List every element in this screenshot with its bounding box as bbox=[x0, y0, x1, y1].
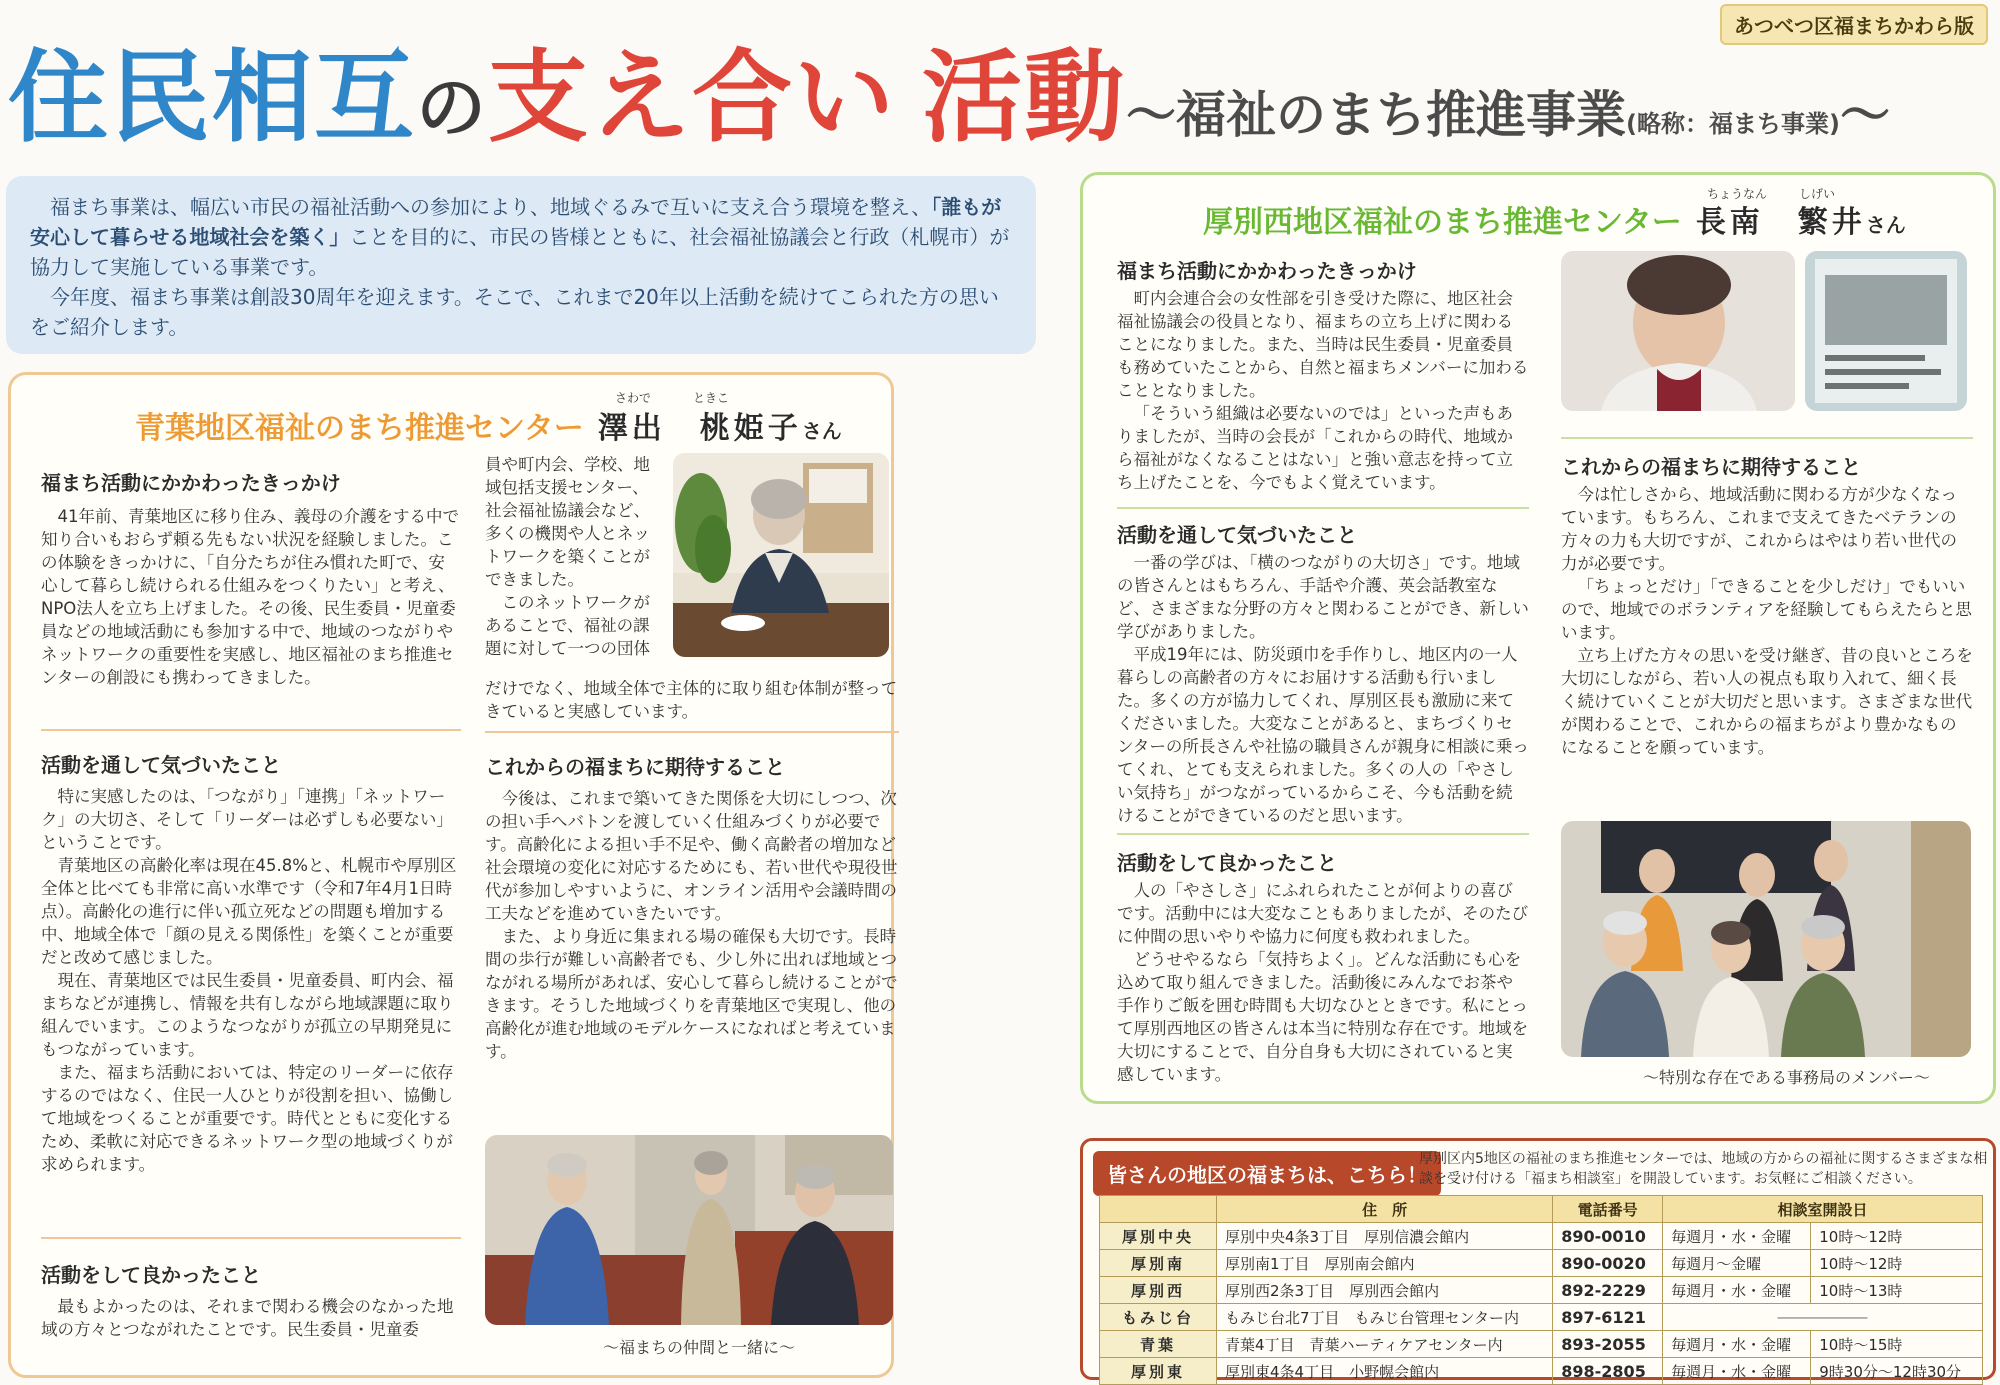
area-name: もみじ台 bbox=[1100, 1304, 1217, 1331]
person-name: 澤出 桃姫子 bbox=[597, 411, 802, 446]
area-name: 青葉 bbox=[1100, 1331, 1217, 1358]
photo-newsletter-illustration bbox=[1805, 251, 1967, 411]
area-name: 厚別中央 bbox=[1100, 1223, 1217, 1250]
aoba-center-panel bbox=[8, 372, 898, 1378]
divider bbox=[485, 731, 899, 733]
table-header-address: 住 所 bbox=[1217, 1196, 1553, 1223]
open-days: 毎週月・水・金曜 bbox=[1663, 1358, 1811, 1385]
intro-paragraph-2: 今年度、福まち事業は創設30周年を迎えます。そこで、これまで20年以上活動を続けてこられた方の思いをご紹介します。 bbox=[30, 285, 999, 339]
page-headline bbox=[8, 38, 1992, 158]
intro-box bbox=[6, 176, 1036, 354]
photo-caption-nishi: 〜特別な存在である事務局のメンバー〜 bbox=[1643, 1068, 1930, 1087]
area-name: 厚別東 bbox=[1100, 1358, 1217, 1385]
photo-chounan-illustration bbox=[1561, 251, 1795, 411]
area-name: 厚別南 bbox=[1100, 1250, 1217, 1277]
center-directory-box bbox=[1080, 1138, 1996, 1380]
section-heading-yokatta: 活動をして良かったこと bbox=[41, 1263, 261, 1287]
divider bbox=[41, 729, 461, 731]
headline-sub-end: 〜 bbox=[1839, 86, 1890, 144]
open-time: 10時〜12時 bbox=[1811, 1223, 1983, 1250]
intro-paragraph-1 bbox=[30, 192, 1012, 282]
atsubetsu-nishi-center-panel bbox=[1080, 172, 1996, 1104]
person-name: 長南 繁井 bbox=[1695, 205, 1866, 240]
section-heading-kikkake: 福まち活動にかかわったきっかけ bbox=[41, 471, 341, 495]
photo-aoba-illustration bbox=[485, 1135, 893, 1325]
panel-title-aoba bbox=[135, 403, 842, 447]
photo-newsletter bbox=[1805, 251, 1967, 411]
section-text-kikkake: 41年前、青葉地区に移り住み、義母の介護をする中で知り合いもおらず頼る先もない状況を経験しました。この体験をきっかけに、「自分たちが住み慣れた町で、安心して暮らし続けられる仕組みをつくりたい」と考え、NPO法人を立ち上げました。その後、民生委員・児童委員などの地域活動にも参加する中で、地域のつながりやネットワークの重要性を実感し、地区福祉のまち推進センターの創設にも携わってきました。 bbox=[41, 507, 459, 687]
section-heading-kikkake: 福まち活動にかかわったきっかけ bbox=[1117, 259, 1417, 283]
address: 厚別東4条4丁目 小野幌会館内 bbox=[1217, 1358, 1553, 1385]
person-honorific: さん bbox=[801, 419, 842, 443]
centers-table bbox=[1099, 1195, 1983, 1385]
address: 青葉4丁目 青葉ハーティケアセンター内 bbox=[1217, 1331, 1553, 1358]
section-text-kitai: 今は忙しさから、地域活動に関わる方が少なくなっています。もちろん、これまで支えてきたベテランの方々の力も大切ですが、これからはやはり若い世代の力が必要です。 「ちょっとだけ」「できることを少しだけ」でもいいので、地域でのボランティアを経験してもらえたらと思います。 立ち上げた方々の思いを受け継ぎ、昔の良いところを大切にしながら、若い人の視点も取り入れて、細く長く続けていくことが大切だと思います。さまざまな世代が関わることで、これからの福まちがより豊かなものになることを願っています。 bbox=[1561, 485, 1973, 757]
photo-chounan bbox=[1561, 251, 1795, 411]
address: 厚別中央4条3丁目 厚別信濃会館内 bbox=[1217, 1223, 1553, 1250]
phone-number: 898-2805 bbox=[1553, 1358, 1663, 1385]
photo-aoba-members bbox=[485, 1135, 893, 1325]
photo-sawade-illustration bbox=[673, 453, 889, 657]
section-heading-kitai: これからの福まちに期待すること bbox=[1561, 455, 1861, 479]
section-heading-yokatta: 活動をして良かったこと bbox=[1117, 851, 1337, 875]
photo-nishi-illustration bbox=[1561, 821, 1971, 1057]
section-text-yokatta: 最もよかったのは、それまで関わる機会のなかった地域の方々とつながれたことです。民生委員・児童委 bbox=[41, 1297, 454, 1339]
headline-part4: 活動 bbox=[922, 39, 1126, 156]
open-days: 毎週月・水・金曜 bbox=[1663, 1223, 1811, 1250]
phone-number: 892-2229 bbox=[1553, 1277, 1663, 1304]
intro-text-b: ことを目的に、市民の皆様とともに、社会福祉協議会と行政（札幌市）が協力して実施している事業です。 bbox=[30, 225, 1010, 279]
open-time: 10時〜13時 bbox=[1811, 1277, 1983, 1304]
section-text-yokatta: 人の「やさしさ」にふれられたことが何よりの喜びです。活動中には大変なこともありましたが、そのたびに仲間の思いやりや協力に何度も救われました。 どうせやるなら「気持ちよく」。どんな活動にも心を込めて取り組んできました。活動後にみんなでお茶や手作りご飯を囲む時間も大切なひとときです。私にとって厚別西地区の皆さんは本当に特別な存在です。地域を大切にすることで、自分自身も大切にされていると実感しています。 bbox=[1117, 881, 1529, 1084]
open-time: 10時〜15時 bbox=[1811, 1331, 1983, 1358]
ruby-chounan: ちょうなん bbox=[1707, 187, 1768, 201]
headline-part3: 支え合い bbox=[488, 39, 896, 156]
photo-nishi-members bbox=[1561, 821, 1971, 1057]
open-days: 毎週月・水・金曜 bbox=[1663, 1277, 1811, 1304]
headline-sub: 〜福祉のまち推進事業 bbox=[1126, 86, 1626, 144]
panel-title-nishi bbox=[1203, 197, 1906, 241]
headline-part2: の bbox=[416, 67, 488, 149]
column2-text-top: 員や町内会、学校、地域包括支援センター、社会福祉協議会など、多くの機関や人とネットワークを築くことができました。 このネットワークがあることで、福祉の課題に対して一つの団体 bbox=[485, 455, 650, 658]
panel-title-text: 青葉地区福祉のまち推進センター bbox=[135, 411, 584, 446]
address: 厚別西2条3丁目 厚別西会館内 bbox=[1217, 1277, 1553, 1304]
divider bbox=[1117, 507, 1529, 509]
phone-number: 890-0010 bbox=[1553, 1223, 1663, 1250]
open-days: 毎週月〜金曜 bbox=[1663, 1250, 1811, 1277]
table-row bbox=[1100, 1331, 1983, 1358]
headline-part1: 住民相互 bbox=[8, 39, 416, 156]
section-text-kikkake: 町内会連合会の女性部を引き受けた際に、地区社会福祉協議会の役員となり、福まちの立ち上げに関わることになりました。また、当時は民生委員・児童委員も務めていたことから、自然と福まちメンバーに加わることとなりました。 「そういう組織は必要ないのでは」といった声もありましたが、当時の会長が「これからの時代、地域から福祉がなくなることはない」と強い意志を持って立ち上げたことを、今でもよく覚えています。 bbox=[1117, 289, 1529, 492]
open-time: 10時〜12時 bbox=[1811, 1250, 1983, 1277]
phone-number: 893-2055 bbox=[1553, 1331, 1663, 1358]
address: もみじ台北7丁目 もみじ台管理センター内 bbox=[1217, 1304, 1553, 1331]
intro-text-a: 福まち事業は、幅広い市民の福祉活動への参加により、地域ぐるみで互いに支え合う環境を整え、 bbox=[50, 195, 932, 219]
panel-title-text: 厚別西地区福祉のまち推進センター bbox=[1203, 205, 1682, 240]
open-days-none: ―――――― bbox=[1663, 1304, 1983, 1331]
section-text-kitai: 今後は、これまで築いてきた関係を大切にしつつ、次の担い手へバトンを渡していく仕組みづくりが必要です。高齢化による担い手不足や、働く高齢者の増加など社会環境の変化に対応するためにも、若い世代や現役世代が参加しやすいように、オンライン活用や会議時間の工夫などを進めていきたいです。 また、より身近に集まれる場の確保も大切です。長時間の歩行が難しい高齢者でも、少し外に出れば地域とつながれる場所があれば、安心して暮らし続けることができます。そうした地域づくりを青葉地区で実現し、他の高齢化が進む地域のモデルケースになればと考えています。 bbox=[485, 789, 898, 1061]
headline-sub-paren: (略称：福まち事業) bbox=[1626, 110, 1840, 138]
directory-note: 厚別区内5地区の福祉のまち推進センターでは、地域の方からの福祉に関するさまざまな相談を受け付ける「福まち相談室」を開設しています。お気軽にご相談ください。 bbox=[1419, 1151, 1988, 1187]
section-heading-kitai: これからの福まちに期待すること bbox=[485, 755, 785, 779]
table-header-row bbox=[1100, 1196, 1983, 1223]
table-header-tel: 電話番号 bbox=[1553, 1196, 1663, 1223]
table-row bbox=[1100, 1223, 1983, 1250]
open-days: 毎週月・水・金曜 bbox=[1663, 1331, 1811, 1358]
table-header-days: 相談室開設日 bbox=[1663, 1196, 1983, 1223]
column2-text-continue: だけでなく、地域全体で主体的に取り組む体制が整ってきていると実感しています。 bbox=[485, 679, 898, 721]
address: 厚別南1丁目 厚別南会館内 bbox=[1217, 1250, 1553, 1277]
table-header bbox=[1100, 1196, 1217, 1223]
ruby-sawade: さわで bbox=[615, 391, 652, 405]
divider bbox=[1117, 833, 1529, 835]
section-heading-kizuki: 活動を通して気づいたこと bbox=[41, 753, 281, 777]
phone-number: 897-6121 bbox=[1553, 1304, 1663, 1331]
person-honorific: さん bbox=[1865, 213, 1906, 237]
table-row bbox=[1100, 1277, 1983, 1304]
section-text-kizuki: 特に実感したのは、「つながり」「連携」「ネットワーク」の大切さ、そして「リーダーは必ずしも必要ない」ということです。 青葉地区の高齢化率は現在45.8%と、札幌市や厚別区全体と比べても非常に高い水準です（令和7年4月1日時点）。高齢化の進行に伴い孤立死などの問題も増加する中、地域全体で「顔の見える関係性」を築くことが重要だと改めて感じました。 現在、青葉地区では民生委員・児童委員、町内会、福まちなどが連携し、情報を共有しながら地域課題に取り組んでいます。このようなつながりが孤立の早期発見にもつながっています。 また、福まち活動においては、特定のリーダーに依存するのではなく、住民一人ひとりが役割を担い、協働して地域をつくることが重要です。時代とともに変化するため、柔軟に対応できるネットワーク型の地域づくりが求められます。 bbox=[41, 787, 457, 1174]
section-heading-kizuki: 活動を通して気づいたこと bbox=[1117, 523, 1357, 547]
table-row bbox=[1100, 1358, 1983, 1385]
open-time: 9時30分〜12時30分 bbox=[1811, 1358, 1983, 1385]
table-row bbox=[1100, 1304, 1983, 1331]
edition-badge: あつべつ区福まちかわら版 bbox=[1720, 4, 1988, 45]
ruby-tokiko: ときこ bbox=[693, 391, 730, 405]
intro-text-bold: 「誰もが安心して暮らせる地域社会を築く」 bbox=[30, 195, 1002, 249]
ruby-shigei: しげい bbox=[1799, 187, 1836, 201]
divider bbox=[41, 1237, 461, 1239]
directory-title: 皆さんの地区の福まちは、こちら！ bbox=[1093, 1151, 1441, 1196]
photo-sawade bbox=[673, 453, 889, 657]
area-name: 厚別西 bbox=[1100, 1277, 1217, 1304]
section-text-kizuki: 一番の学びは、「横のつながりの大切さ」です。地域の皆さんとはもちろん、手話や介護、英会話教室など、さまざまな分野の方々と関わることができ、新しい学びがありました。 平成19年には、防災頭巾を手作りし、地区内の一人暮らしの高齢者の方々にお届けする活動も行いました。多くの方が協力してくれ、厚別区長も激励に来てくださいました。大変なことがあると、まちづくりセンターの所長さんや社協の職員さんが親身に相談に乗ってくれ、とても支えられました。多くの人の「やさしい気持ち」がつながっているからこそ、今も活動を続けることができているのだと思います。 bbox=[1117, 553, 1529, 825]
divider bbox=[1561, 437, 1973, 439]
table-row bbox=[1100, 1250, 1983, 1277]
phone-number: 890-0020 bbox=[1553, 1250, 1663, 1277]
photo-caption-aoba: 〜福まちの仲間と一緒に〜 bbox=[603, 1338, 796, 1357]
